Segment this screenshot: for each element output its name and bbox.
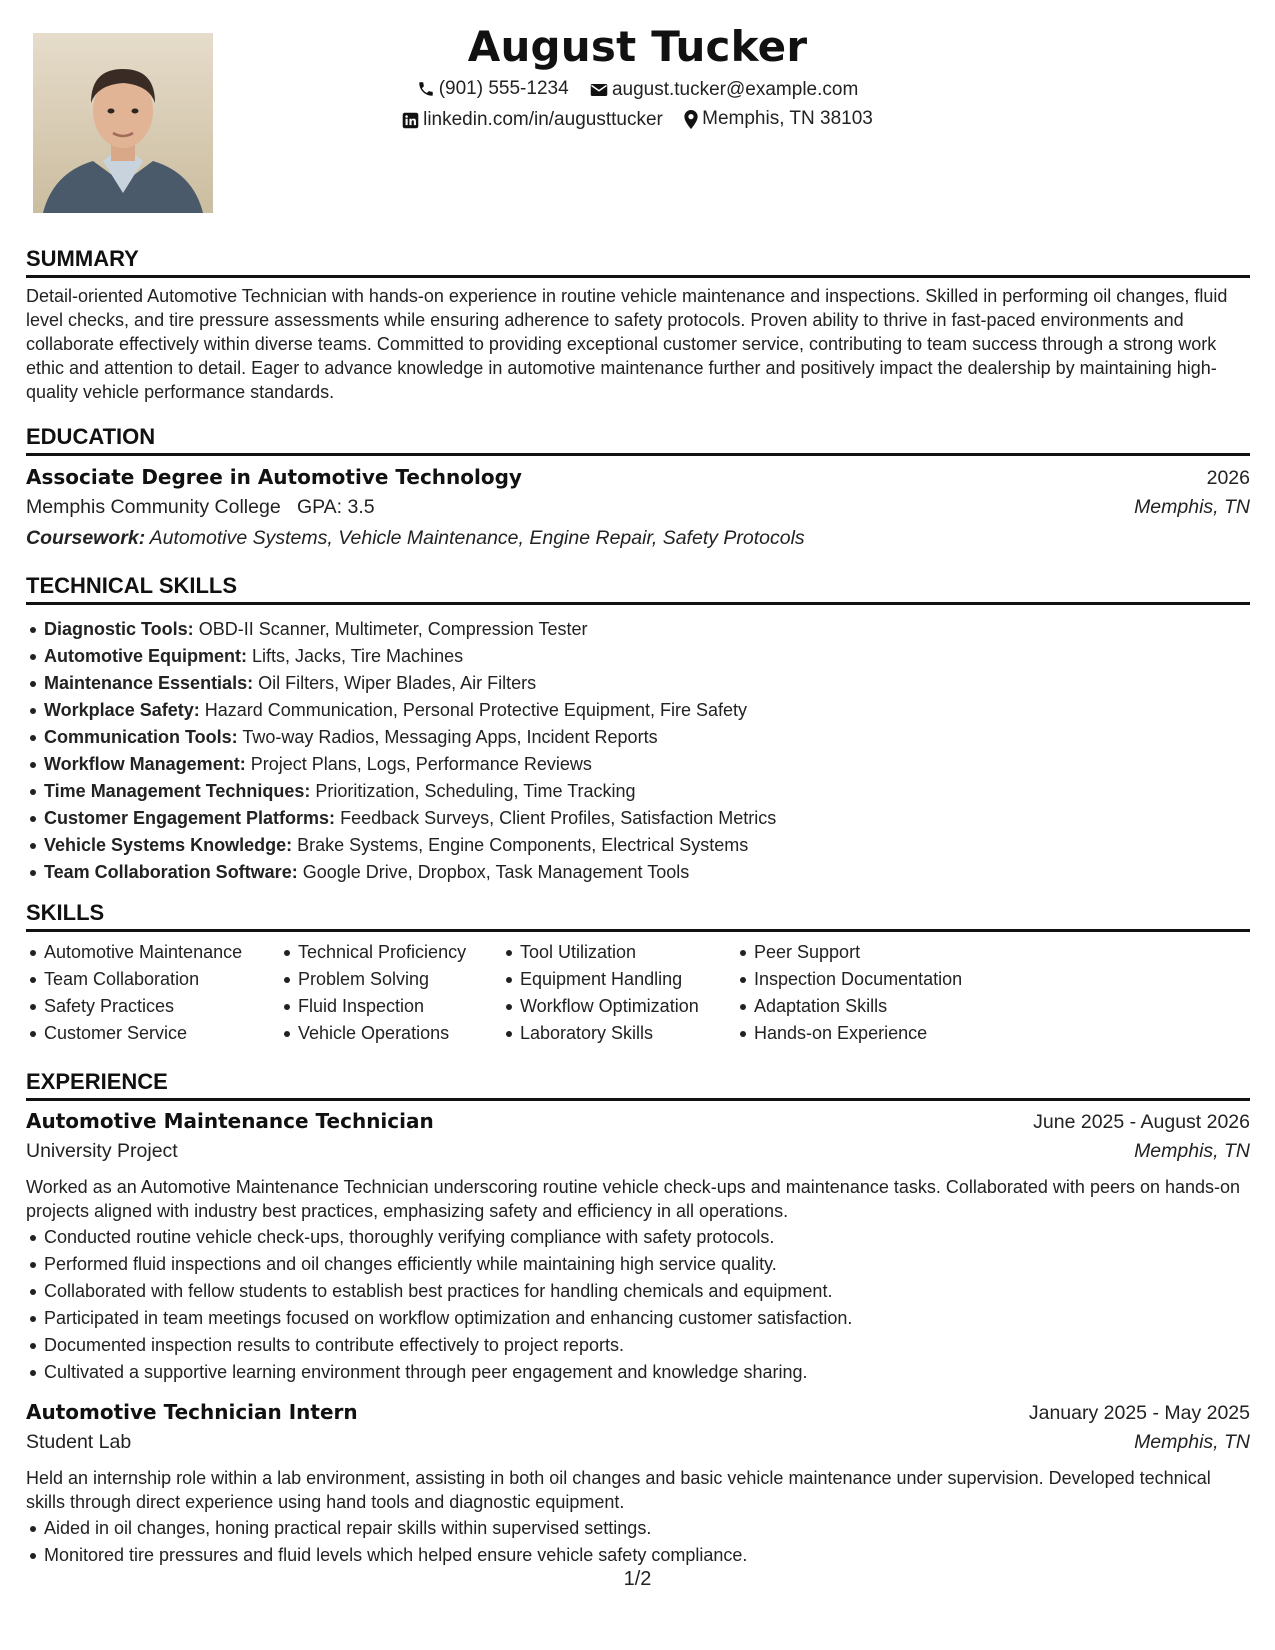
contact-line-2: [0, 108, 1275, 135]
list-item: Tool Utilization: [502, 939, 699, 966]
list-item: Laboratory Skills: [502, 1020, 699, 1047]
skills-column-3: [502, 939, 699, 1047]
skills-column-2: [280, 939, 466, 1047]
experience-heading: EXPERIENCE: [26, 1069, 1250, 1101]
job-2-dates: January 2025 - May 2025: [1028, 1402, 1250, 1424]
list-item: Adaptation Skills: [736, 993, 962, 1020]
list-item: Diagnostic Tools: OBD-II Scanner, Multimeter, Compression Tester: [26, 616, 1250, 643]
list-item: Aided in oil changes, honing practical repair skills within supervised settings.: [26, 1515, 1250, 1542]
job-2-org: Student Lab: [26, 1431, 132, 1453]
job-1-location: Memphis, TN: [1134, 1140, 1250, 1162]
list-item: Workflow Management: Project Plans, Logs, Performance Reviews: [26, 751, 1250, 778]
envelope-icon: [590, 82, 608, 98]
job-2-bullets: [26, 1515, 1250, 1569]
school-name: Memphis Community College: [26, 496, 281, 518]
list-item: Participated in team meetings focused on workflow optimization and enhancing customer satisfaction.: [26, 1305, 1250, 1332]
list-item: Peer Support: [736, 939, 962, 966]
list-item: Inspection Documentation: [736, 966, 962, 993]
education-school-row: [26, 496, 1250, 519]
skills-grid: [26, 939, 1250, 1049]
list-item: Monitored tire pressures and fluid levels which helped ensure vehicle safety compliance.: [26, 1542, 1250, 1569]
list-item: Time Management Techniques: Prioritization, Scheduling, Time Tracking: [26, 778, 1250, 805]
job-2-description: Held an internship role within a lab environment, assisting in both oil changes and basic vehicle maintenance under supervision. Developed technical skills through direct experience using hand tools and diagnostic equipment.: [26, 1468, 1211, 1512]
linkedin-icon: [402, 112, 419, 129]
job-1-org-row: [26, 1140, 1250, 1163]
degree-name: Associate Degree in Automotive Technology: [26, 465, 522, 489]
technical-skills-heading: TECHNICAL SKILLS: [26, 573, 1250, 605]
job-2-role: Automotive Technician Intern: [26, 1400, 358, 1424]
education-heading: EDUCATION: [26, 424, 1250, 456]
list-item: Vehicle Operations: [280, 1020, 466, 1047]
summary-heading: SUMMARY: [26, 246, 1250, 278]
job-1-title-row: [26, 1109, 1250, 1134]
graduation-year: 2026: [1206, 467, 1250, 489]
list-item: Hands-on Experience: [736, 1020, 962, 1047]
list-item: Automotive Maintenance: [26, 939, 242, 966]
job-2-title-row: [26, 1400, 1250, 1425]
technical-skills-list: [26, 616, 1250, 886]
list-item: Maintenance Essentials: Oil Filters, Wiper Blades, Air Filters: [26, 670, 1250, 697]
coursework-list: Automotive Systems, Vehicle Maintenance, Engine Repair, Safety Protocols: [149, 527, 805, 549]
list-item: Equipment Handling: [502, 966, 699, 993]
list-item: Collaborated with fellow students to establish best practices for handling chemicals and equipment.: [26, 1278, 1250, 1305]
email-address: august.tucker@example.com: [611, 79, 859, 100]
job-1-org: University Project: [26, 1140, 178, 1162]
linkedin-url: linkedin.com/in/augusttucker: [423, 109, 663, 130]
coursework-row: [26, 527, 1250, 550]
job-1-role: Automotive Maintenance Technician: [26, 1109, 434, 1133]
phone-icon: [417, 80, 435, 98]
map-pin-icon: [684, 110, 698, 129]
summary-text: Detail-oriented Automotive Technician with hands-on experience in routine vehicle maintenance and inspections. Skilled in performing oil changes, fluid level checks, and tire pressure assessments while ensuring adherence to safety protocols. Proven ability to thrive in fast-paced environments and collaborate effectively within diverse teams. Committed to providing exceptional customer service, contributing to team success through a strong work ethic and attention to detail. Eager to advance knowledge in automotive maintenance further and positively impact the dealership by maintaining high-quality vehicle performance standards.: [26, 286, 1228, 402]
list-item: Communication Tools: Two-way Radios, Messaging Apps, Incident Reports: [26, 724, 1250, 751]
list-item: Vehicle Systems Knowledge: Brake Systems, Engine Components, Electrical Systems: [26, 832, 1250, 859]
list-item: Workflow Optimization: [502, 993, 699, 1020]
skills-heading: SKILLS: [26, 900, 1250, 932]
phone-number: (901) 555-1234: [438, 78, 569, 99]
gpa: GPA: 3.5: [296, 496, 375, 518]
contact-line-1: [0, 78, 1275, 104]
list-item: Safety Practices: [26, 993, 242, 1020]
list-item: Cultivated a supportive learning environment through peer engagement and knowledge sharing.: [26, 1359, 1250, 1386]
candidate-name: August Tucker: [467, 22, 808, 71]
skills-column-1: [26, 939, 242, 1047]
list-item: Team Collaboration: [26, 966, 242, 993]
list-item: Conducted routine vehicle check-ups, thoroughly verifying compliance with safety protocols.: [26, 1224, 1250, 1251]
location-contact: [684, 108, 873, 130]
school-location: Memphis, TN: [1134, 496, 1250, 518]
school-info: [26, 496, 375, 519]
list-item: Fluid Inspection: [280, 993, 466, 1020]
coursework-label: Coursework:: [26, 527, 146, 549]
job-2-org-row: [26, 1431, 1250, 1454]
page-number: 1/2: [623, 1568, 652, 1590]
education-degree-row: [26, 465, 1250, 490]
list-item: Performed fluid inspections and oil changes efficiently while maintaining high service quality.: [26, 1251, 1250, 1278]
skills-column-4: [736, 939, 962, 1047]
list-item: Problem Solving: [280, 966, 466, 993]
list-item: Technical Proficiency: [280, 939, 466, 966]
phone-contact[interactable]: [417, 78, 569, 100]
linkedin-contact[interactable]: [402, 109, 663, 131]
location-text: Memphis, TN 38103: [702, 108, 873, 129]
job-2-location: Memphis, TN: [1134, 1431, 1250, 1453]
list-item: Documented inspection results to contribute effectively to project reports.: [26, 1332, 1250, 1359]
list-item: Customer Service: [26, 1020, 242, 1047]
list-item: Team Collaboration Software: Google Drive, Dropbox, Task Management Tools: [26, 859, 1250, 886]
list-item: Workplace Safety: Hazard Communication, Personal Protective Equipment, Fire Safety: [26, 697, 1250, 724]
job-1-dates: June 2025 - August 2026: [1033, 1111, 1250, 1133]
job-1-bullets: [26, 1224, 1250, 1386]
list-item: Automotive Equipment: Lifts, Jacks, Tire Machines: [26, 643, 1250, 670]
job-1-description: Worked as an Automotive Maintenance Technician underscoring routine vehicle check-ups and maintenance tasks. Collaborated with peers on hands-on projects aligned with industry best practices, emphasizing safety and efficiency in all operations.: [26, 1177, 1241, 1221]
list-item: Customer Engagement Platforms: Feedback Surveys, Client Profiles, Satisfaction Metrics: [26, 805, 1250, 832]
email-contact[interactable]: [590, 79, 858, 101]
